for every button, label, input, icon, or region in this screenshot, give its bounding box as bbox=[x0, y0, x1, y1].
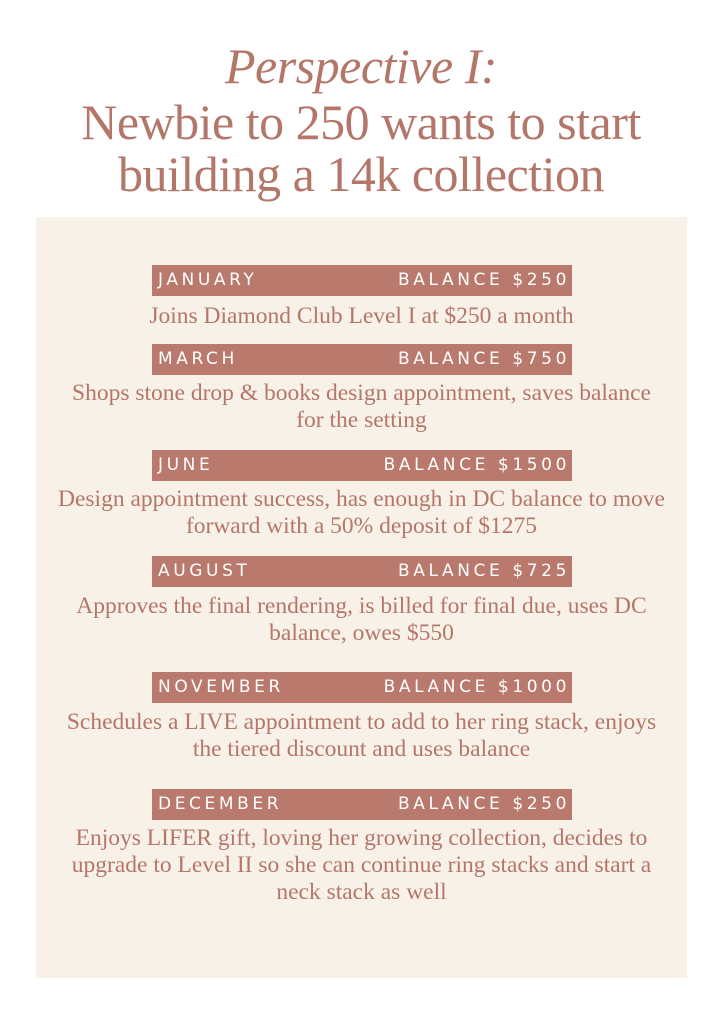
month-bar bbox=[152, 672, 572, 703]
entry-description: Joins Diamond Club Level I at $250 a month bbox=[149, 303, 574, 329]
entry-description: Design appointment success, has enough in DC balance to move forward with a 50% deposit of $1275 bbox=[58, 486, 665, 539]
balance-label: BALANCE $250 bbox=[398, 794, 570, 814]
month-label: JANUARY bbox=[158, 270, 258, 290]
month-label: MARCH bbox=[158, 349, 238, 369]
month-bar bbox=[152, 450, 572, 481]
balance-label: BALANCE $725 bbox=[398, 561, 570, 581]
title-subtitle-line1: Newbie to 250 wants to start bbox=[81, 94, 641, 150]
page-title bbox=[0, 38, 722, 200]
entry-description: Approves the final rendering, is billed for final due, uses DC balance, owes $550 bbox=[76, 593, 647, 646]
balance-label: BALANCE $750 bbox=[398, 349, 570, 369]
month-label: NOVEMBER bbox=[158, 677, 284, 697]
balance-label: BALANCE $250 bbox=[398, 270, 570, 290]
timeline-panel bbox=[36, 217, 687, 978]
month-bar bbox=[152, 556, 572, 587]
balance-label: BALANCE $1000 bbox=[383, 677, 570, 697]
month-bar bbox=[152, 344, 572, 375]
title-subtitle-line2: building a 14k collection bbox=[117, 146, 604, 202]
entry-description: Shops stone drop & books design appointment, saves balance for the setting bbox=[72, 380, 651, 433]
month-label: JUNE bbox=[158, 455, 214, 475]
title-perspective: Perspective I: bbox=[224, 38, 497, 94]
month-bar bbox=[152, 789, 572, 820]
month-label: DECEMBER bbox=[158, 794, 283, 814]
month-label: AUGUST bbox=[158, 561, 251, 581]
balance-label: BALANCE $1500 bbox=[383, 455, 570, 475]
entry-description: Schedules a LIVE appointment to add to her ring stack, enjoys the tiered discount and uses balance bbox=[66, 709, 657, 762]
month-bar bbox=[152, 265, 572, 296]
entry-description: Enjoys LIFER gift, loving her growing collection, decides to upgrade to Level II so she can continue ring stacks and start a neck stack as well bbox=[71, 825, 652, 905]
